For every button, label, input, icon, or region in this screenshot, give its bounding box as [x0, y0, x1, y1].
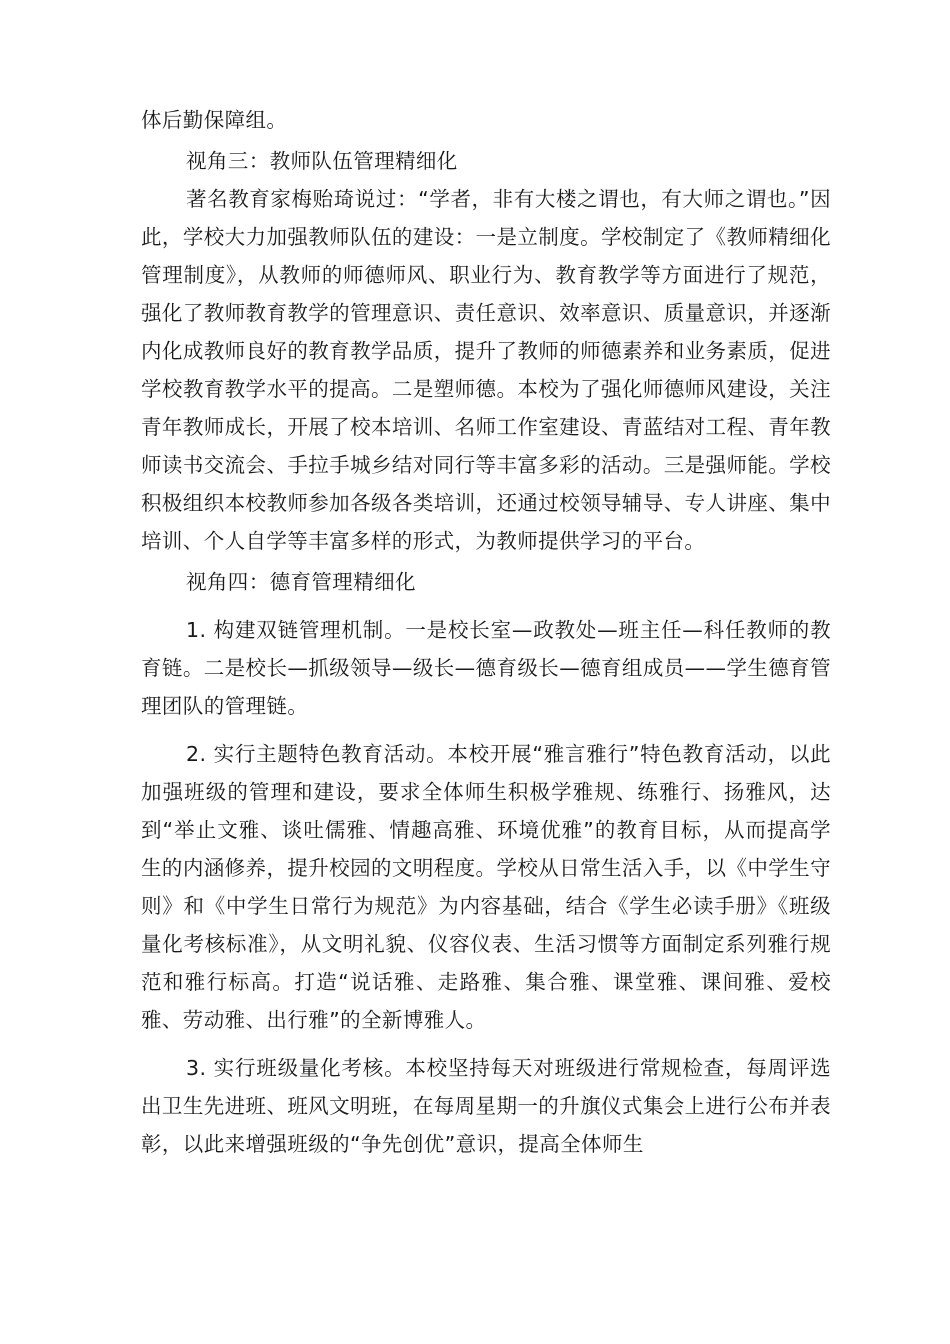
paragraph-teacher-management: 著名教育家梅贻琦说过：“学者，非有大楼之谓也，有大师之谓也。”因此，学校大力加强教师队伍的建设：一是立制度。学校制定了《教师精细化管理制度》，从教师的师德师风、职业行为、教育教学等方面进行了规范，强化了教师教育教学的管理意识、责任意识、效率意识、质量意识，并逐渐内化成教师良好的教育教学品质，提升了教师的师德素养和业务素质，促进学校教育教学水平的提高。二是塑师德。本校为了强化师德师风建设，关注青年教师成长，开展了校本培训、名师工作室建设、青蓝结对工程、青年教师读书交流会、手拉手城乡结对同行等丰富多彩的活动。三是强师能。学校积极组织本校教师参加各级各类培训，还通过校领导辅导、专人讲座、集中培训、个人自学等丰富多样的形式，为教师提供学习的平台。 — [141, 187, 831, 553]
document-body — [141, 101, 831, 1163]
numbered-item-2: 2. 实行主题特色教育活动。本校开展“雅言雅行”特色教育活动，以此加强班级的管理和建设，要求全体师生积极学雅规、练雅行、扬雅风，达到“举止文雅、谈吐儒雅、情趣高雅、环境优雅”的教育目标，从而提高学生的内涵修养，提升校园的文明程度。学校从日常生活入手，以《中学生守则》和《中学生日常行为规范》为内容基础，结合《学生必读手册》《班级量化考核标准》，从文明礼貌、仪容仪表、生活习惯等方面制定系列雅行规范和雅行标高。打造“说话雅、走路雅、集合雅、课堂雅、课间雅、爱校雅、劳动雅、出行雅”的全新博雅人。 — [141, 742, 831, 1032]
paragraph-continuation: 体后勤保障组。 — [141, 108, 288, 132]
section-heading-3: 视角三：教师队伍管理精细化 — [186, 149, 458, 173]
numbered-item-3: 3. 实行班级量化考核。本校坚持每天对班级进行常规检查，每周评选出卫生先进班、班风文明班，在每周星期一的升旗仪式集会上进行公布并表彰，以此来增强班级的“争先创优”意识，提高全体师生 — [141, 1056, 831, 1156]
section-heading-4: 视角四：德育管理精细化 — [186, 570, 416, 594]
numbered-item-1: 1. 构建双链管理机制。一是校长室—政教处—班主任—科任教师的教育链。二是校长—抓级领导—级长—德育级长—德育组成员——学生德育管理团队的管理链。 — [141, 618, 831, 718]
